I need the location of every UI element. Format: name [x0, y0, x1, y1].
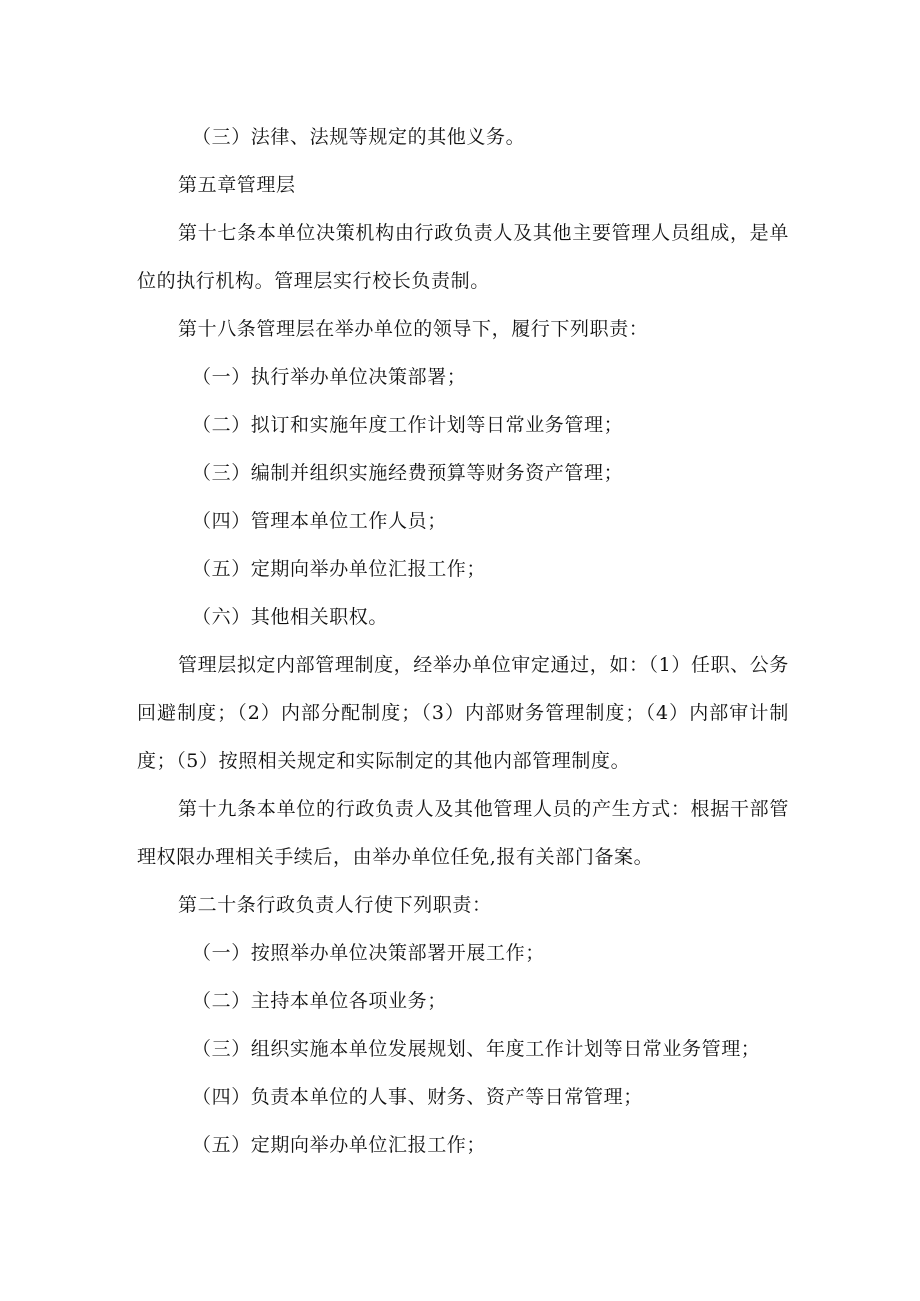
- article-17: 第十七条本单位决策机构由行政负责人及其他主要管理人员组成，是单位的执行机构。管理层实行校长负责制。: [137, 222, 789, 292]
- article-19: 第十九条本单位的行政负责人及其他管理人员的产生方式：根据干部管理权限办理相关手续后，由举办单位任免,报有关部门备案。: [137, 798, 789, 868]
- obligation-item-3: （三）法律、法规等规定的其他义务。: [192, 126, 526, 148]
- article-18-item-2: （二）拟订和实施年度工作计划等日常业务管理；: [192, 414, 624, 436]
- article-20-item-2: （二）主持本单位各项业务；: [192, 990, 447, 1012]
- article-20-item-1: （一）按照举办单位决策部署开展工作；: [192, 942, 545, 964]
- article-20-item-5: （五）定期向举办单位汇报工作；: [192, 1134, 487, 1156]
- document-body: [137, 113, 789, 1169]
- article-18-item-3: （三）编制并组织实施经费预算等财务资产管理；: [192, 462, 624, 484]
- article-18-item-6: （六）其他相关职权。: [192, 606, 389, 628]
- chapter-heading: 第五章管理层: [178, 174, 296, 196]
- article-18-item-1: （一）执行举办单位决策部署；: [192, 366, 467, 388]
- internal-rules-paragraph: 管理层拟定内部管理制度，经举办单位审定通过，如：（1）任职、公务回避制度；（2）内部分配制度；（3）内部财务管理制度；（4）内部审计制度；（5）按照相关规定和实际制定的其他内部管理制度。: [137, 654, 789, 772]
- article-20-item-4: （四）负责本单位的人事、财务、资产等日常管理；: [192, 1086, 643, 1108]
- article-18-item-4: （四）管理本单位工作人员；: [192, 510, 447, 532]
- article-18-item-5: （五）定期向举办单位汇报工作；: [192, 558, 487, 580]
- article-20-item-3: （三）组织实施本单位发展规划、年度工作计划等日常业务管理；: [192, 1038, 761, 1060]
- article-18: 第十八条管理层在举办单位的领导下，履行下列职责：: [178, 318, 649, 340]
- article-20: 第二十条行政负责人行使下列职责：: [178, 894, 492, 916]
